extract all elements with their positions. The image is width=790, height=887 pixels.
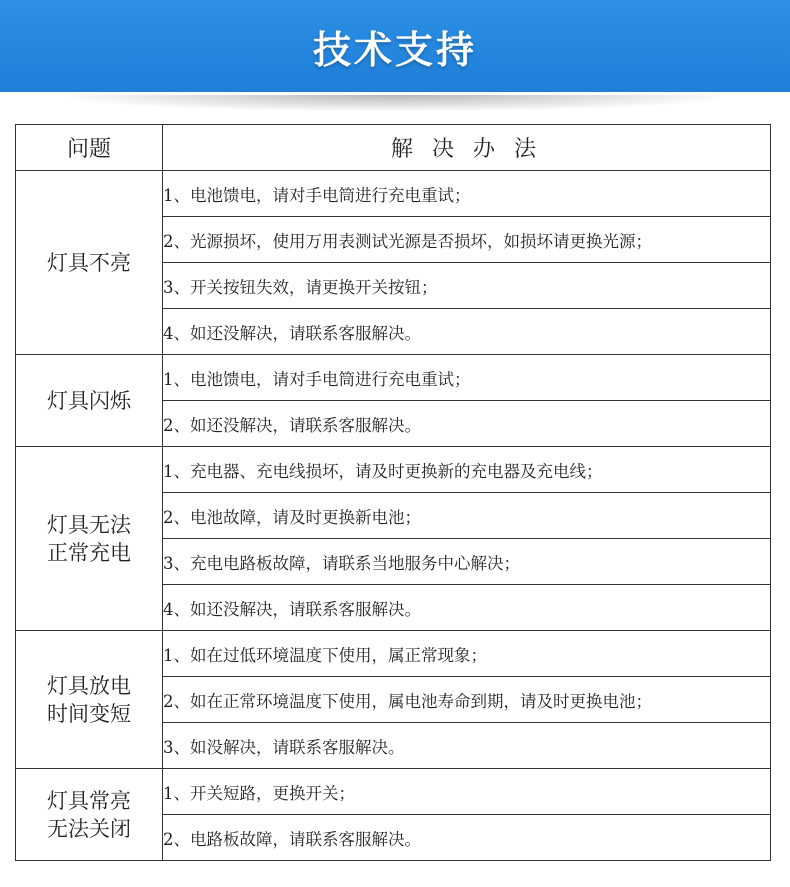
problem-label: 灯具无法 (47, 512, 131, 537)
solution-cell: 4、如还没解决，请联系客服解决。 (163, 309, 771, 355)
header-banner (0, 0, 790, 92)
solution-cell: 2、电路板故障，请联系客服解决。 (163, 815, 771, 861)
solution-cell: 1、如在过低环境温度下使用，属正常现象； (163, 631, 771, 677)
problem-cell (16, 631, 163, 769)
solution-cell: 2、如在正常环境温度下使用，属电池寿命到期，请及时更换电池； (163, 677, 771, 723)
problem-label: 时间变短 (47, 701, 131, 726)
problem-cell (16, 355, 163, 447)
solution-cell: 1、电池馈电，请对手电筒进行充电重试； (163, 355, 771, 401)
solution-cell: 1、开关短路，更换开关； (163, 769, 771, 815)
table-row (16, 769, 771, 815)
table-row (16, 447, 771, 493)
problem-label: 灯具闪烁 (47, 388, 131, 413)
problem-cell (16, 769, 163, 861)
table-row (16, 355, 771, 401)
problem-cell (16, 447, 163, 631)
solution-cell: 1、充电器、充电线损坏，请及时更换新的充电器及充电线； (163, 447, 771, 493)
problem-label: 灯具放电 (47, 673, 131, 698)
table-header-row (16, 125, 771, 171)
problem-label: 灯具不亮 (47, 250, 131, 275)
problem-column-header: 问题 (16, 125, 163, 171)
solution-cell: 3、充电电路板故障，请联系当地服务中心解决； (163, 539, 771, 585)
solution-cell: 4、如还没解决，请联系客服解决。 (163, 585, 771, 631)
solution-cell: 2、光源损坏，使用万用表测试光源是否损坏，如损坏请更换光源； (163, 217, 771, 263)
problem-label: 正常充电 (47, 540, 131, 565)
banner-title: 技术支持 (312, 27, 477, 72)
solution-cell: 1、电池馈电，请对手电筒进行充电重试； (163, 171, 771, 217)
problem-cell (16, 171, 163, 355)
solution-cell: 3、开关按钮失效，请更换开关按钮； (163, 263, 771, 309)
table-row (16, 171, 771, 217)
table-body (16, 171, 771, 861)
problem-label: 灯具常亮 (47, 788, 131, 813)
banner-shadow (70, 95, 720, 111)
problem-label: 无法关闭 (47, 816, 131, 841)
table-row (16, 631, 771, 677)
solution-cell: 2、电池故障，请及时更换新电池； (163, 493, 771, 539)
solution-cell: 2、如还没解决，请联系客服解决。 (163, 401, 771, 447)
tech-support-table (15, 124, 771, 861)
solution-cell: 3、如没解决，请联系客服解决。 (163, 723, 771, 769)
solution-column-header: 解 决 办 法 (163, 125, 771, 171)
